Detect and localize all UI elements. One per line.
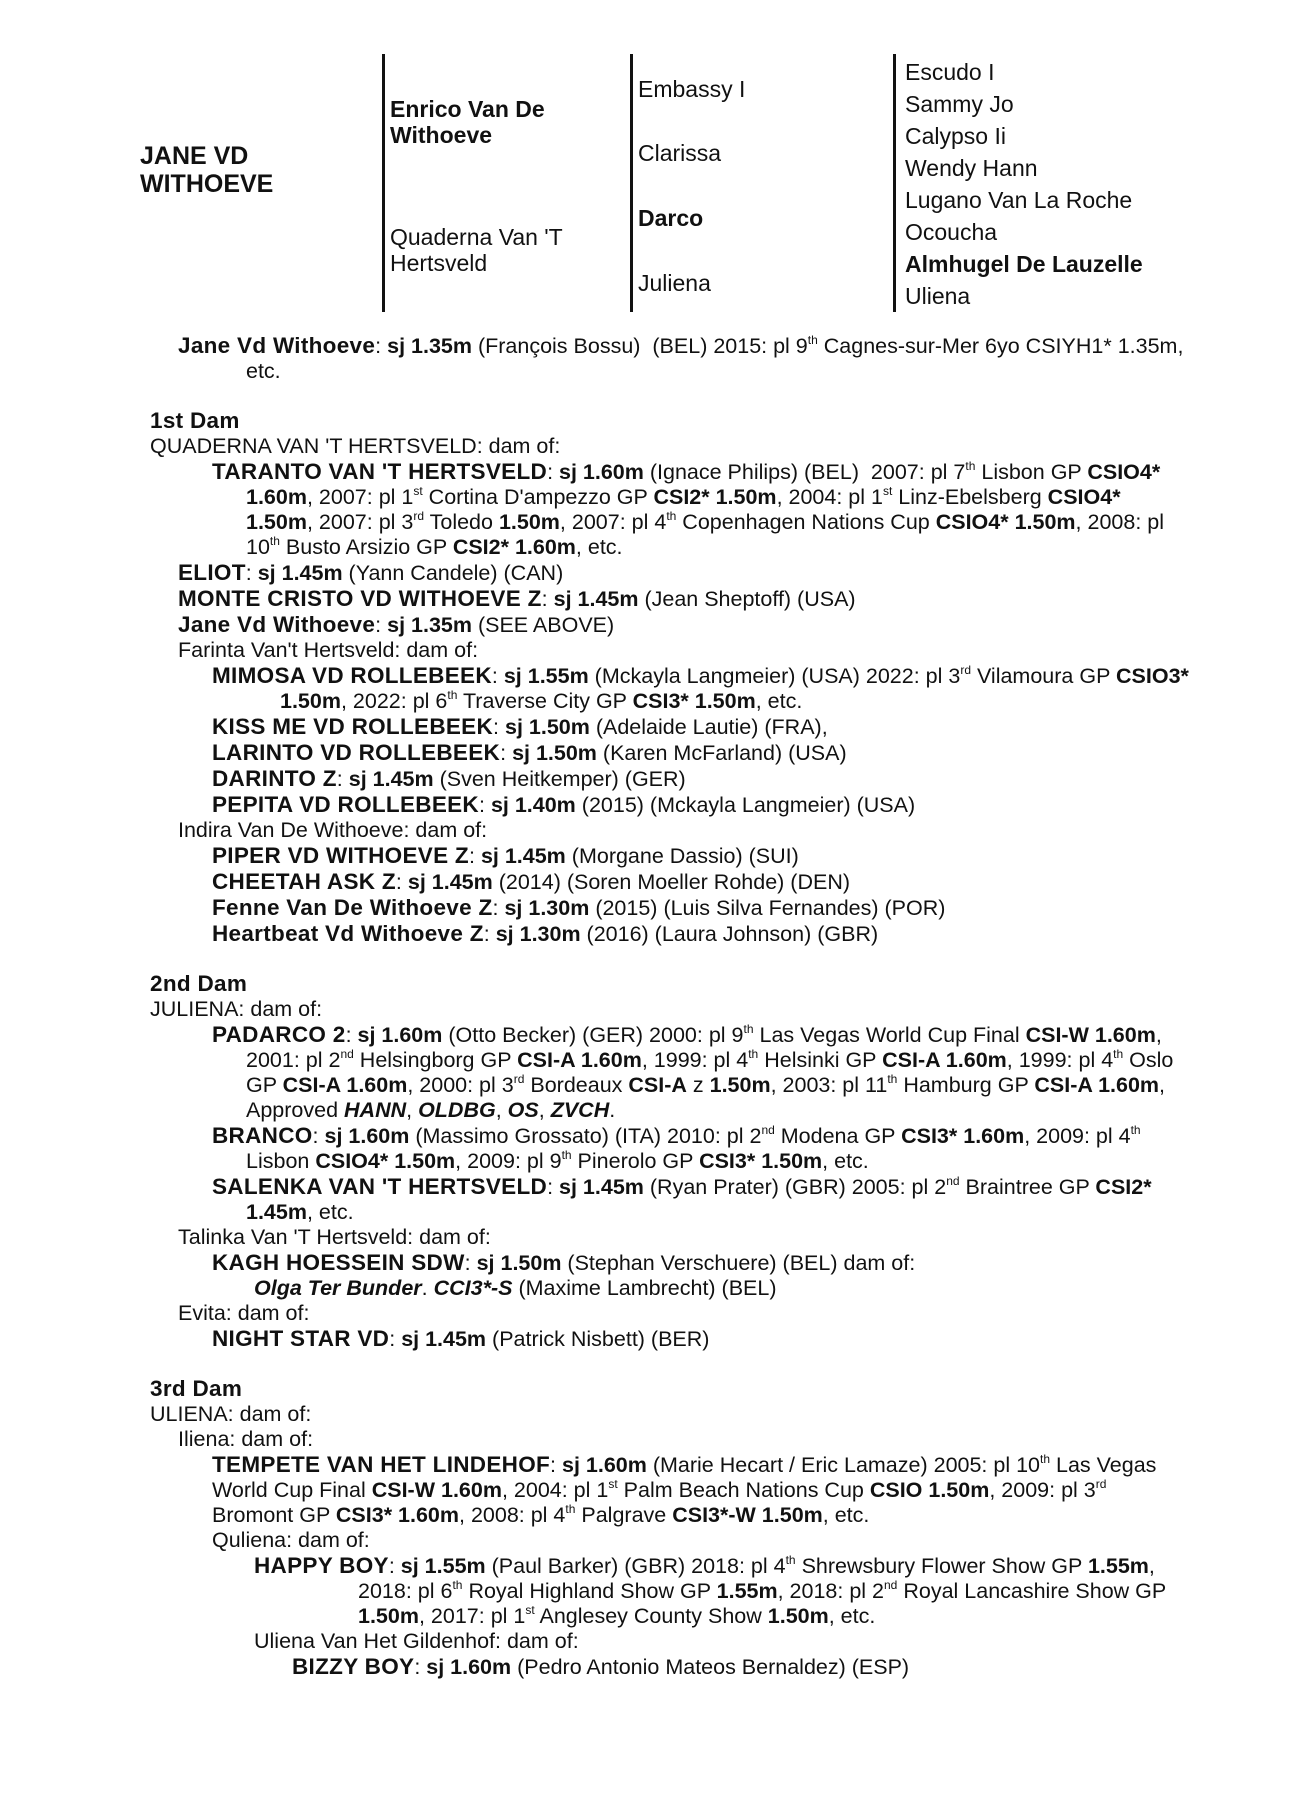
record-line: MIMOSA VD ROLLEBEEK: sj 1.55m (Mckayla Langmeier) (USA) 2022: pl 3rd Vilamoura GP CSIO3* 1.50m, 2022: pl 6th Traverse City GP CSI3* 1.50m, etc. xyxy=(212,663,1189,713)
great-grandparent-7: Almhugel De Lauzelle xyxy=(905,251,1143,277)
record-line: ELIOT: sj 1.45m (Yann Candele) (CAN) xyxy=(178,560,564,585)
record-line: TEMPETE VAN HET LINDEHOF: sj 1.60m (Marie Hecart / Eric Lamaze) 2005: pl 10th Las Vegas World Cup Final CSI-W 1.60m, 2004: pl 1st Palm Beach Nations Cup CSIO 1.50m, 2009: pl 3rd Bromont GP CSI3* 1.60m, 2008: pl 4th Palgrave CSI3*-W 1.50m, etc. xyxy=(212,1452,1157,1527)
record-line: DARINTO Z: sj 1.45m (Sven Heitkemper) (GER) xyxy=(212,766,686,791)
record-line: Farinta Van't Hertsveld: dam of: xyxy=(178,638,479,662)
record-line: PIPER VD WITHOEVE Z: sj 1.45m (Morgane Dassio) (SUI) xyxy=(212,843,799,868)
record-line: Heartbeat Vd Withoeve Z: sj 1.30m (2016) (Laura Johnson) (GBR) xyxy=(212,921,879,946)
record-line: NIGHT STAR VD: sj 1.45m (Patrick Nisbett) (BER) xyxy=(212,1326,710,1351)
record-line: Jane Vd Withoeve: sj 1.35m (François Bossu) (BEL) 2015: pl 9th Cagnes-sur-Mer 6yo CSIYH1* 1.35m, etc. xyxy=(178,333,1184,383)
great-grandparent-1: Escudo I xyxy=(905,59,995,85)
grandsire-paternal: Embassy I xyxy=(638,76,746,102)
record-line: Talinka Van 'T Hertsveld: dam of: xyxy=(178,1225,491,1249)
pedigree-divider-1 xyxy=(382,54,385,312)
record-line: MONTE CRISTO VD WITHOEVE Z: sj 1.45m (Jean Sheptoff) (USA) xyxy=(178,586,856,611)
record-line: Jane Vd Withoeve: sj 1.35m (SEE ABOVE) xyxy=(178,612,615,637)
record-line: Indira Van De Withoeve: dam of: xyxy=(178,818,488,842)
record-line: Uliena Van Het Gildenhof: dam of: xyxy=(254,1629,579,1653)
sire-name: Enrico Van De Withoeve xyxy=(390,96,545,148)
record-line: Fenne Van De Withoeve Z: sj 1.30m (2015) (Luis Silva Fernandes) (POR) xyxy=(212,895,946,920)
record-line: BIZZY BOY: sj 1.60m (Pedro Antonio Mateos Bernaldez) (ESP) xyxy=(292,1654,910,1679)
record-line: Quliena: dam of: xyxy=(212,1528,370,1552)
record-line: ULIENA: dam of: xyxy=(150,1402,312,1426)
pedigree-divider-2 xyxy=(630,54,633,312)
dam-name: Quaderna Van 'T Hertsveld xyxy=(390,224,563,276)
grandsire-maternal: Darco xyxy=(638,205,704,231)
record-line: QUADERNA VAN 'T HERTSVELD: dam of: xyxy=(150,434,561,458)
great-grandparent-2: Sammy Jo xyxy=(905,91,1014,117)
record-line: Evita: dam of: xyxy=(178,1301,310,1325)
pedigree-chart xyxy=(0,0,1289,330)
record-line: JULIENA: dam of: xyxy=(150,997,323,1021)
great-grandparent-8: Uliena xyxy=(905,283,971,309)
record-line: KAGH HOESSEIN SDW: sj 1.50m (Stephan Verschuere) (BEL) dam of: xyxy=(212,1250,916,1275)
record-line: BRANCO: sj 1.60m (Massimo Grossato) (ITA) 2010: pl 2nd Modena GP CSI3* 1.60m, 2009: pl 4th Lisbon CSIO4* 1.50m, 2009: pl 9th Pinerolo GP CSI3* 1.50m, etc. xyxy=(212,1123,1141,1173)
granddam-paternal: Clarissa xyxy=(638,140,722,166)
record-line: PADARCO 2: sj 1.60m (Otto Becker) (GER) 2000: pl 9th Las Vegas World Cup Final CSI-W 1.60m, 2001: pl 2nd Helsingborg GP CSI-A 1.60m, 1999: pl 4th Helsinki GP CSI-A 1.60m, 1999: pl 4th Oslo GP CSI-A 1.60m, 2000: pl 3rd Bordeaux CSI-A z 1.50m, 2003: pl 11th Hamburg GP CSI-A 1.60m, Approved HANN, OLDBG, OS, ZVCH. xyxy=(212,1022,1174,1122)
horse-name: JANE VD WITHOEVE xyxy=(140,142,274,198)
record-line: 2nd Dam xyxy=(150,971,248,996)
record-line: TARANTO VAN 'T HERTSVELD: sj 1.60m (Ignace Philips) (BEL) 2007: pl 7th Lisbon GP CSIO4* 1.60m, 2007: pl 1st Cortina D'ampezzo GP CSI2* 1.50m, 2004: pl 1st Linz-Ebelsberg CSIO4* 1.50m, 2007: pl 3rd Toledo 1.50m, 2007: pl 4th Copenhagen Nations Cup CSIO4* 1.50m, 2008: pl 10th Busto Arsizio GP CSI2* 1.60m, etc. xyxy=(212,459,1165,559)
great-grandparent-6: Ocoucha xyxy=(905,219,998,245)
record-line: KISS ME VD ROLLEBEEK: sj 1.50m (Adelaide Lautie) (FRA), xyxy=(212,714,828,739)
section-gap xyxy=(150,1352,1190,1376)
great-grandparent-5: Lugano Van La Roche xyxy=(905,187,1133,213)
great-grandparent-4: Wendy Hann xyxy=(905,155,1038,181)
record-line: LARINTO VD ROLLEBEEK: sj 1.50m (Karen McFarland) (USA) xyxy=(212,740,847,765)
section-gap xyxy=(150,947,1190,971)
record-line: 3rd Dam xyxy=(150,1376,243,1401)
record-line: CHEETAH ASK Z: sj 1.45m (2014) (Soren Moeller Rohde) (DEN) xyxy=(212,869,851,894)
record-line: Iliena: dam of: xyxy=(178,1427,314,1451)
record-line: SALENKA VAN 'T HERTSVELD: sj 1.45m (Ryan Prater) (GBR) 2005: pl 2nd Braintree GP CSI2* 1.45m, etc. xyxy=(212,1174,1152,1224)
granddam-maternal: Juliena xyxy=(638,270,711,296)
record-line: 1st Dam xyxy=(150,408,240,433)
pedigree-divider-3 xyxy=(893,54,896,312)
produce-record xyxy=(150,333,1190,1680)
record-line: PEPITA VD ROLLEBEEK: sj 1.40m (2015) (Mckayla Langmeier) (USA) xyxy=(212,792,916,817)
great-grandparent-3: Calypso Ii xyxy=(905,123,1006,149)
record-line: Olga Ter Bunder. CCI3*-S (Maxime Lambrecht) (BEL) xyxy=(254,1276,777,1300)
section-gap xyxy=(150,384,1190,408)
record-line: HAPPY BOY: sj 1.55m (Paul Barker) (GBR) 2018: pl 4th Shrewsbury Flower Show GP 1.55m, 2018: pl 6th Royal Highland Show GP 1.55m, 2018: pl 2nd Royal Lancashire Show GP 1.50m, 2017: pl 1st Anglesey County Show 1.50m, etc. xyxy=(254,1553,1166,1628)
